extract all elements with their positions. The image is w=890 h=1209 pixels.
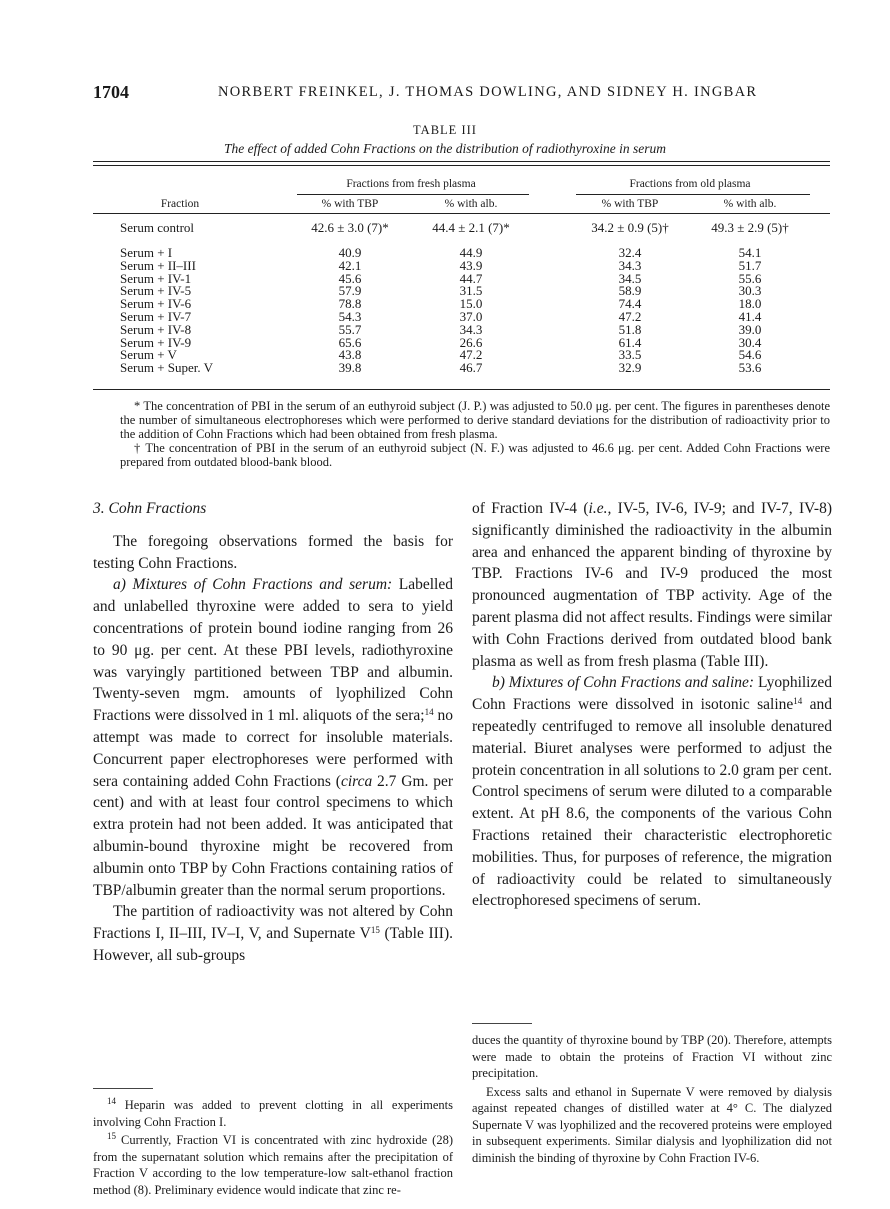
cell-fresh-alb: 47.2 bbox=[459, 347, 483, 363]
cell-old-alb: 30.4 bbox=[738, 334, 762, 350]
table-row bbox=[0, 361, 890, 374]
text-span: Labelled and unlabelled thyroxine were added to sera to yield concentrations of protein bound iodine ranging from 26 to 90 μg. per cent. At these PBI levels, radiothyroxine was varyingly partitioned between TBP and albumin. Twenty-seven mgm. amounts of lyophilized Cohn Fractions were dissolved in 1 ml. aliquots of the sera; bbox=[93, 576, 453, 725]
cell-fresh-tbp: 40.9 bbox=[338, 245, 362, 260]
cell-fresh-alb: 31.5 bbox=[459, 283, 483, 299]
cell-fraction: Serum + IV-7 bbox=[120, 309, 192, 324]
running-header-authors: NORBERT FREINKEL, J. THOMAS DOWLING, AND SIDNEY H. INGBAR bbox=[218, 84, 758, 100]
cell-old-tbp: 51.8 bbox=[618, 321, 642, 337]
cell-fraction: Serum + V bbox=[120, 347, 177, 363]
cell-old-tbp: 34.5 bbox=[618, 270, 642, 286]
text-span: Lyophilized Cohn Fractions were dissolved in isotonic saline bbox=[472, 674, 832, 714]
cell-old-tbp: 32.9 bbox=[618, 360, 642, 376]
group-rule-fresh bbox=[297, 194, 529, 195]
paragraph-partition bbox=[93, 901, 453, 966]
cell-fresh-alb: 44.7 bbox=[459, 270, 483, 286]
text-span: IV-5, IV-6, IV-9; and IV-7, IV-8) significantly diminished the radioactivity in the albumin area and enhanced the apparent binding of thyroxine by TBP. Fractions IV-6 and IV-9 produced the most pronounced augmentation of TBP activity. Age of the parent plasma did not affect results. Findings were similar with Cohn Fractions derived from outdated blood bank plasma as well as from fresh plasma (Table III). bbox=[472, 500, 833, 670]
section-heading: 3. Cohn Fractions bbox=[93, 500, 207, 517]
text-span: The partition of radioactivity was not altered by Cohn Fractions I, II–III, IV–I, V, and Supernate V bbox=[93, 903, 453, 943]
cell-fresh-tbp: 54.3 bbox=[338, 309, 362, 324]
cell-fresh-tbp: 65.6 bbox=[338, 334, 362, 350]
cell-old-alb: 53.6 bbox=[738, 360, 762, 376]
subheading-mixtures-serum: a) Mixtures of Cohn Fractions and serum: bbox=[113, 576, 393, 594]
table-row bbox=[0, 259, 890, 272]
footnote-ref-14: 14 bbox=[424, 707, 434, 718]
footnote-14 bbox=[93, 1097, 453, 1130]
cell-fresh-tbp: 39.8 bbox=[338, 360, 362, 376]
footnote-ref-14b: 14 bbox=[793, 696, 803, 707]
table-top-rule-2 bbox=[93, 165, 830, 166]
column-header-fresh-alb: % with alb. bbox=[444, 198, 498, 210]
right-column bbox=[472, 498, 832, 912]
footnote-rule-left bbox=[93, 1088, 153, 1089]
cell-old-alb: 54.6 bbox=[738, 347, 762, 363]
footnote-15-continued: duces the quantity of thyroxine bound by TBP (20). Therefore, attempts were made to obtain the proteins of Fraction VI without zinc precipitation. bbox=[472, 1033, 832, 1080]
cell-old-alb: 41.4 bbox=[738, 309, 762, 324]
table-row-control bbox=[0, 221, 890, 234]
cell-old-alb: 18.0 bbox=[738, 296, 762, 312]
table-footnotes bbox=[120, 399, 830, 469]
paragraph-mixtures-serum bbox=[93, 574, 453, 901]
footnotes-left bbox=[93, 1097, 453, 1200]
cell-fresh-tbp: 55.7 bbox=[338, 321, 362, 337]
cell-fresh-alb: 37.0 bbox=[459, 309, 483, 324]
cell-fresh-tbp: 57.9 bbox=[338, 283, 362, 299]
cell-old-tbp: 58.9 bbox=[618, 283, 642, 299]
left-column bbox=[93, 498, 453, 967]
table-row bbox=[0, 323, 890, 336]
cell-fraction: Serum + II–III bbox=[120, 257, 196, 273]
text-span: of Fraction IV-4 ( bbox=[472, 500, 589, 517]
table-footnote-dagger: † The concentration of PBI in the serum of an euthyroid subject (N. F.) was adjusted to 46.6 μg. per cent. Added Cohn Fractions were prepared from outdated blood-bank blood. bbox=[120, 441, 830, 469]
cell-fresh-tbp: 43.8 bbox=[338, 347, 362, 363]
column-header-fraction: Fraction bbox=[160, 198, 200, 210]
cell-fraction: Serum + I bbox=[120, 245, 173, 260]
cell-fresh-alb: 44.4 ± 2.1 (7)* bbox=[432, 220, 510, 235]
cell-fresh-alb: 43.9 bbox=[459, 257, 483, 273]
footnote-15 bbox=[93, 1132, 453, 1198]
table-caption: The effect of added Cohn Fractions on the distribution of radiothyroxine in serum bbox=[224, 141, 666, 156]
paragraph-mixtures-saline bbox=[472, 672, 832, 912]
header-bottom-rule bbox=[93, 213, 830, 214]
cell-fresh-tbp: 42.1 bbox=[338, 257, 362, 273]
group-header-old: Fractions from old plasma bbox=[629, 178, 751, 190]
text-span: Heparin was added to prevent clotting in all experiments involving Cohn Fraction I. bbox=[93, 1098, 453, 1129]
group-header-fresh: Fractions from fresh plasma bbox=[346, 178, 476, 190]
cell-old-alb: 30.3 bbox=[738, 283, 762, 299]
italic-ie: i.e., bbox=[588, 500, 612, 517]
table-bottom-rule bbox=[93, 389, 830, 390]
text-span: 2.7 Gm. per cent) and with at least four control specimens to which extra protein had not been added. It was anticipated that albumin-bound thyroxine might be recovered from albumin onto TBP by Cohn Fractions containing ratios of TBP/albumin greater than the normal serum proportions. bbox=[93, 772, 453, 899]
paragraph-intro: The foregoing observations formed the basis for testing Cohn Fractions. bbox=[93, 532, 453, 572]
cell-fresh-tbp: 78.8 bbox=[338, 296, 362, 312]
cell-fresh-alb: 15.0 bbox=[459, 296, 483, 312]
column-header-old-alb: % with alb. bbox=[723, 198, 777, 210]
cell-old-alb: 55.6 bbox=[738, 270, 762, 286]
paragraph-subgroups bbox=[472, 498, 832, 672]
cell-old-tbp: 34.2 ± 0.9 (5)† bbox=[591, 220, 669, 235]
table-footnote-star: * The concentration of PBI in the serum of an euthyroid subject (J. P.) was adjusted to 50.0 μg. per cent. The figures in parentheses denote the number of simultaneous electrophoreses which were performed to derive standard deviations for the distribution of radioactivity prior to the addition of Cohn Fractions which had been obtained from fresh plasma. bbox=[120, 399, 830, 441]
column-header-old-tbp: % with TBP bbox=[601, 198, 659, 210]
cell-fraction: Serum + IV-9 bbox=[120, 334, 192, 350]
text-span: and repeatedly centrifuged to remove all insoluble denatured material. Biuret analyses were performed to adjust the protein concentration in all solutions to 2.0 gram per cent. Control specimens of serum were diluted to a comparable extent. At pH 8.6, the components of the various Cohn Fractions retained their characteristic electrophoretic mobilities. Thus, for purposes of reference, the migration of radioactivity could be related to simultaneously electrophoresed specimens of serum. bbox=[472, 696, 832, 910]
page-number: 1704 bbox=[93, 82, 129, 102]
cell-old-tbp: 32.4 bbox=[618, 245, 642, 260]
footnotes-right bbox=[472, 1032, 832, 1168]
cell-fresh-alb: 26.6 bbox=[459, 334, 483, 350]
column-header-fresh-tbp: % with TBP bbox=[321, 198, 379, 210]
text-span: Currently, Fraction VI is concentrated with zinc hydroxide (28) from the supernatant solution which remains after the precipitation of Fraction V according to the low temperature-low salt-ethanol fraction method (8). Preliminary evidence would indicate that zinc re- bbox=[93, 1133, 453, 1197]
footnote-rule-right bbox=[472, 1023, 532, 1024]
cell-fresh-tbp: 42.6 ± 3.0 (7)* bbox=[311, 220, 389, 235]
cell-fraction: Serum + IV-1 bbox=[120, 270, 192, 286]
cell-old-alb: 49.3 ± 2.9 (5)† bbox=[711, 220, 789, 235]
table-top-rule bbox=[93, 161, 830, 162]
cell-old-tbp: 61.4 bbox=[618, 334, 642, 350]
cell-old-alb: 54.1 bbox=[738, 245, 762, 260]
cell-fresh-alb: 46.7 bbox=[459, 360, 483, 376]
subheading-mixtures-saline: b) Mixtures of Cohn Fractions and saline: bbox=[492, 674, 755, 692]
text-span: no attempt was made to correct for insoluble materials. Concurrent paper electrophoreses were performed with sera containing added Cohn Fractions ( bbox=[93, 707, 453, 790]
footnote-ref-15: 15 bbox=[370, 925, 380, 936]
cell-fresh-tbp: 45.6 bbox=[338, 270, 362, 286]
italic-circa: circa bbox=[340, 772, 373, 790]
cell-fraction: Serum + IV-8 bbox=[120, 321, 192, 337]
cell-old-alb: 51.7 bbox=[738, 257, 762, 273]
cell-old-tbp: 47.2 bbox=[618, 309, 642, 324]
cell-fraction: Serum control bbox=[120, 220, 195, 235]
footnote-number: 14 bbox=[107, 1096, 116, 1106]
table-label: TABLE III bbox=[413, 123, 477, 137]
cell-old-tbp: 34.3 bbox=[618, 257, 642, 273]
cell-fraction: Serum + Super. V bbox=[120, 360, 214, 376]
cell-fraction: Serum + IV-5 bbox=[120, 283, 192, 299]
text-span: (Table III). However, all sub-groups bbox=[93, 925, 454, 964]
cell-fresh-alb: 34.3 bbox=[459, 321, 483, 337]
cell-old-tbp: 74.4 bbox=[618, 296, 642, 312]
footnote-number: 15 bbox=[107, 1131, 116, 1141]
cell-old-alb: 39.0 bbox=[738, 321, 762, 337]
cell-fresh-alb: 44.9 bbox=[459, 245, 483, 260]
footnote-excess-salts: Excess salts and ethanol in Supernate V were removed by dialysis against repeated changes of distilled water at 4° C. The dialyzed Supernate V was lyophilized and the recovered proteins were employed in subsequent experiments. Similar dialysis and lyophilization did not diminish the binding of thyroxine by Cohn Fraction IV-6. bbox=[472, 1084, 832, 1165]
cell-fraction: Serum + IV-6 bbox=[120, 296, 192, 312]
cell-old-tbp: 33.5 bbox=[618, 347, 642, 363]
group-rule-old bbox=[576, 194, 810, 195]
